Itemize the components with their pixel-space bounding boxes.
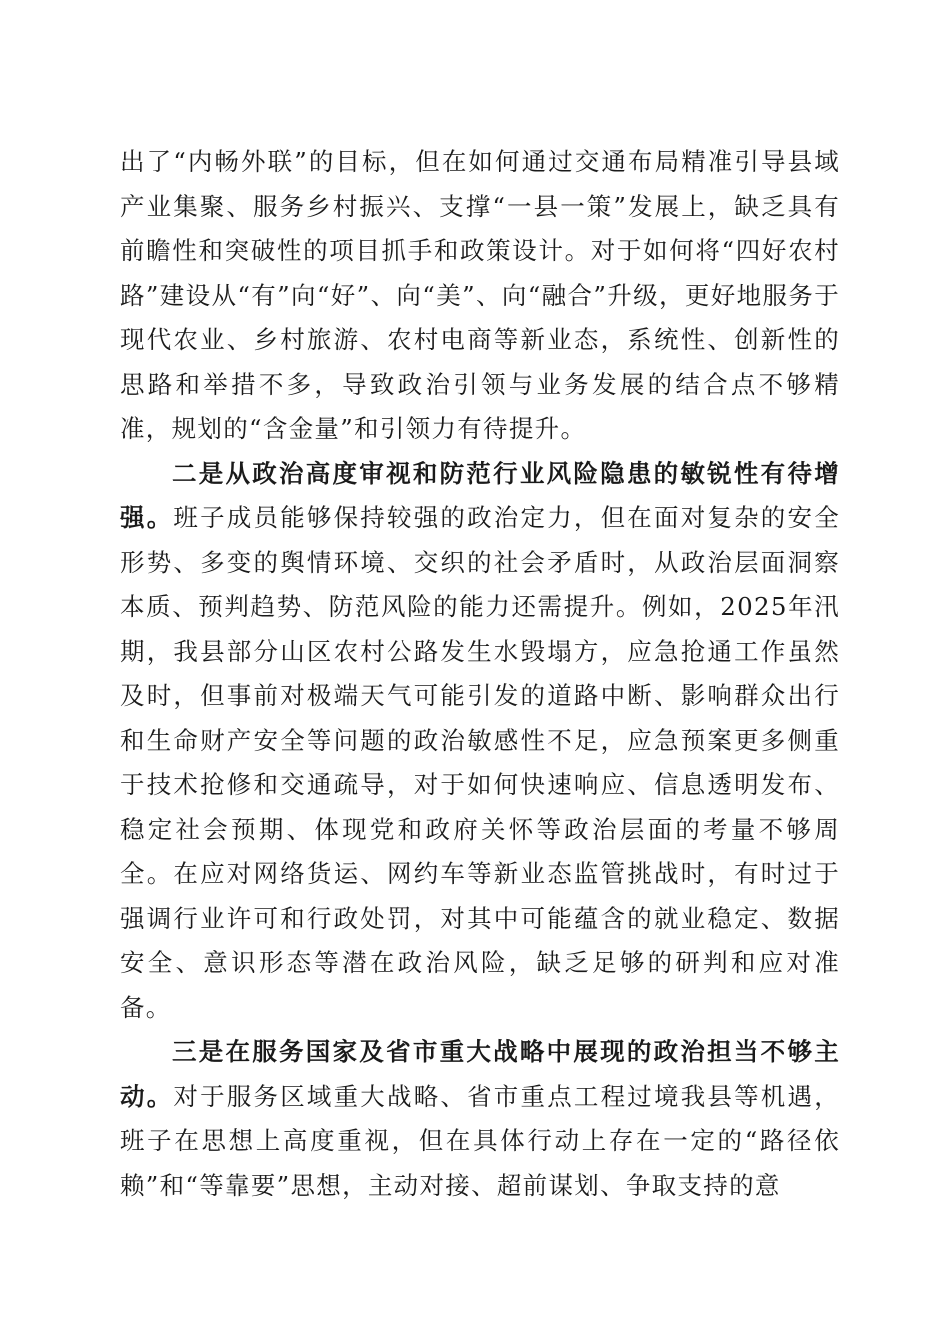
paragraph-3-text: 对于服务区域重大战略、省市重点工程过境我县等机遇，班子在思想上高度重视，但在具体行动上存在一定的“路径依赖”和“等靠要”思想，主动对接、超前谋划、争取支持的意 xyxy=(120,1081,840,1200)
paragraph-political-risk xyxy=(120,452,840,1031)
paragraph-continuation xyxy=(120,140,840,452)
paragraph-2-text: 班子成员能够保持较强的政治定力，但在面对复杂的安全形势、多变的舆情环境、交织的社会矛盾时，从政治层面洞察本质、预判趋势、防范风险的能力还需提升。例如，2025年汛期，我县部分山区农村公路发生水毁塌方，应急抢通工作虽然及时，但事前对极端天气可能引发的道路中断、影响群众出行和生命财产安全等问题的政治敏感性不足，应急预案更多侧重于技术抢修和交通疏导，对于如何快速响应、信息透明发布、稳定社会预期、体现党和政府关怀等政治层面的考量不够周全。在应对网络货运、网约车等新业态监管挑战时，有时过于强调行业许可和行政处罚，对其中可能蕴含的就业稳定、数据安全、意识形态等潜在政治风险，缺乏足够的研判和应对准备。 xyxy=(120,503,840,1022)
document-body xyxy=(120,140,840,1208)
paragraph-1-text: 出了“内畅外联”的目标，但在如何通过交通布局精准引导县域产业集聚、服务乡村振兴、支撑“一县一策”发展上，缺乏具有前瞻性和突破性的项目抓手和政策设计。对于如何将“四好农村路”建设从“有”向“好”、向“美”、向“融合”升级，更好地服务于现代农业、乡村旅游、农村电商等新业态，系统性、创新性的思路和举措不多，导致政治引领与业务发展的结合点不够精准，规划的“含金量”和引领力有待提升。 xyxy=(120,147,840,443)
paragraph-2-heading: 二是从政治高度审视和防范行业风险隐患的敏锐性有待增强。 xyxy=(120,458,840,532)
paragraph-strategic-service xyxy=(120,1030,840,1208)
paragraph-3-heading: 三是在服务国家及省市重大战略中展现的政治担当不够主动。 xyxy=(120,1037,840,1111)
